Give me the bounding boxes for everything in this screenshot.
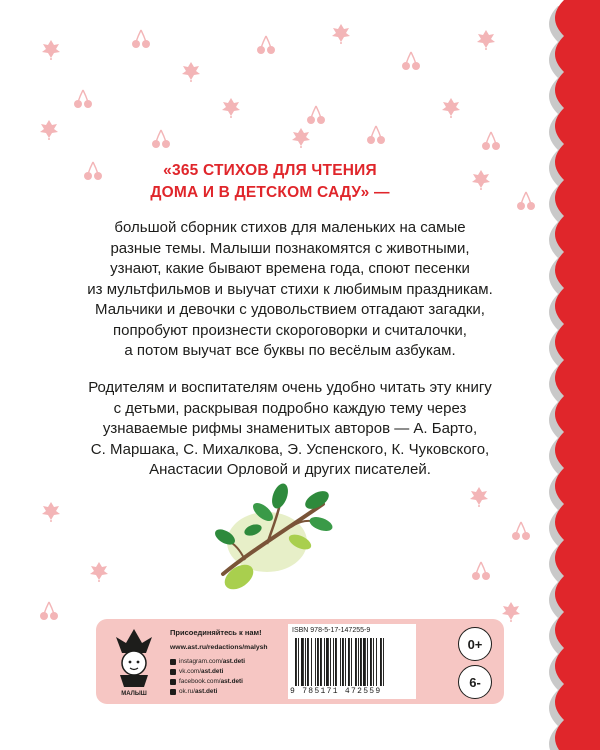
cherry-icon bbox=[255, 34, 277, 56]
maple-leaf-icon bbox=[290, 126, 312, 148]
text-line: попробуют произнести скороговорки и считалочки, bbox=[113, 321, 467, 339]
svg-text:МАЛЫШ: МАЛЫШ bbox=[121, 691, 147, 697]
ok-icon bbox=[170, 689, 176, 695]
description-paragraph-1 bbox=[60, 218, 520, 362]
instagram-icon bbox=[170, 659, 176, 665]
social-link-instagram[interactable]: instagram.com/ ast.deti bbox=[170, 658, 245, 665]
barcode-bar bbox=[333, 638, 334, 686]
social-link-facebook[interactable]: facebook.com/ ast.deti bbox=[170, 678, 243, 685]
text-line: с детьми, раскрывая подробно каждую тему через bbox=[113, 399, 467, 417]
age-rating-badge: 0+ bbox=[458, 627, 492, 661]
maple-leaf-icon bbox=[88, 560, 110, 582]
text-line: Родителям и воспитателям очень удобно читать эту книгу bbox=[88, 379, 492, 396]
heading-line-2: ДОМА И В ДЕТСКОМ САДУ» — bbox=[150, 184, 390, 201]
isbn-text: ISBN 978-5-17-147255-9 bbox=[292, 627, 371, 634]
barcode-bar bbox=[307, 638, 309, 686]
text-line: разные темы. Малыши познакомятся с животными, bbox=[110, 239, 470, 257]
barcode-bar bbox=[324, 638, 325, 686]
cherry-icon bbox=[82, 160, 104, 182]
cherry-icon bbox=[365, 124, 387, 146]
facebook-icon bbox=[170, 679, 176, 685]
maple-leaf-icon bbox=[220, 96, 242, 118]
maple-leaf-icon bbox=[40, 38, 62, 60]
age-label-badge: 6- bbox=[458, 665, 492, 699]
maple-leaf-icon bbox=[440, 96, 462, 118]
barcode-bar bbox=[367, 638, 368, 686]
cherry-icon bbox=[305, 104, 327, 126]
cherry-icon bbox=[400, 50, 422, 72]
barcode-bar bbox=[335, 638, 337, 686]
maple-leaf-icon bbox=[470, 168, 492, 190]
text-line: Мальчики и девочки с удовольствием отгадают загадки, bbox=[95, 301, 485, 318]
cherry-icon bbox=[150, 128, 172, 150]
maple-leaf-icon bbox=[38, 118, 60, 140]
barcode-bar bbox=[355, 638, 357, 686]
description-paragraph-2 bbox=[60, 378, 520, 481]
barcode bbox=[294, 638, 410, 686]
join-us-text: Присоединяйтесь к нам! bbox=[170, 628, 262, 637]
website-link[interactable]: www.ast.ru/redactions/malysh bbox=[170, 644, 268, 651]
info-box bbox=[96, 619, 504, 704]
text-line: Анастасии Орловой и других писателей. bbox=[149, 461, 431, 478]
barcode-bar bbox=[373, 638, 374, 686]
book-title-heading bbox=[120, 160, 420, 204]
maple-leaf-icon bbox=[500, 600, 522, 622]
barcode-bar bbox=[317, 638, 319, 686]
barcode-number: 9 785171 472559 bbox=[290, 687, 382, 696]
text-line: а потом выучат все буквы по весёлым азбукам. bbox=[124, 342, 456, 359]
barcode-bar bbox=[311, 638, 312, 686]
barcode-bar bbox=[330, 638, 331, 686]
publisher-mascot-logo bbox=[108, 625, 160, 699]
barcode-bar bbox=[345, 638, 346, 686]
heading-line-1: «365 СТИХОВ ДЛЯ ЧТЕНИЯ bbox=[163, 162, 377, 179]
tree-branch-illustration bbox=[205, 482, 335, 592]
barcode-bar bbox=[348, 638, 350, 686]
barcode-bar bbox=[360, 638, 362, 686]
barcode-bar bbox=[326, 638, 329, 686]
barcode-bar bbox=[383, 638, 384, 686]
barcode-bar bbox=[305, 638, 306, 686]
text-line: узнаваемые рифмы знаменитых авторов — А. Барто, bbox=[102, 420, 478, 437]
social-link-ok[interactable]: ok.ru/ ast.deti bbox=[170, 688, 217, 695]
cherry-icon bbox=[72, 88, 94, 110]
text-line: из мультфильмов и выучат стихи к любимым праздникам. bbox=[87, 280, 493, 298]
barcode-bar bbox=[370, 638, 372, 686]
barcode-bar bbox=[376, 638, 377, 686]
barcode-bar bbox=[298, 638, 299, 686]
social-link-vk[interactable]: vk.com/ ast.deti bbox=[170, 668, 223, 675]
barcode-bar bbox=[358, 638, 359, 686]
barcode-bar bbox=[295, 638, 297, 686]
barcode-bar bbox=[363, 638, 366, 686]
scalloped-red-border bbox=[524, 0, 600, 750]
barcode-bar bbox=[351, 638, 352, 686]
cherry-icon bbox=[130, 28, 152, 50]
maple-leaf-icon bbox=[330, 22, 352, 44]
maple-leaf-icon bbox=[475, 28, 497, 50]
vk-icon bbox=[170, 669, 176, 675]
barcode-bar bbox=[342, 638, 344, 686]
barcode-bar bbox=[320, 638, 322, 686]
cherry-icon bbox=[38, 600, 60, 622]
text-line: С. Маршака, С. Михалкова, Э. Успенского, К. Чуковского, bbox=[90, 440, 490, 458]
barcode-panel bbox=[288, 624, 416, 699]
barcode-bar bbox=[301, 638, 304, 686]
scallop-red bbox=[555, 0, 600, 750]
maple-leaf-icon bbox=[40, 500, 62, 522]
cherry-icon bbox=[470, 560, 492, 582]
barcode-bar bbox=[380, 638, 382, 686]
barcode-bar bbox=[340, 638, 341, 686]
cherry-icon bbox=[480, 130, 502, 152]
text-line: узнают, какие бывают времена года, споют песенки bbox=[110, 260, 470, 277]
maple-leaf-icon bbox=[468, 485, 490, 507]
barcode-bar bbox=[315, 638, 316, 686]
maple-leaf-icon bbox=[180, 60, 202, 82]
text-line: большой сборник стихов для маленьких на самые bbox=[114, 219, 466, 236]
